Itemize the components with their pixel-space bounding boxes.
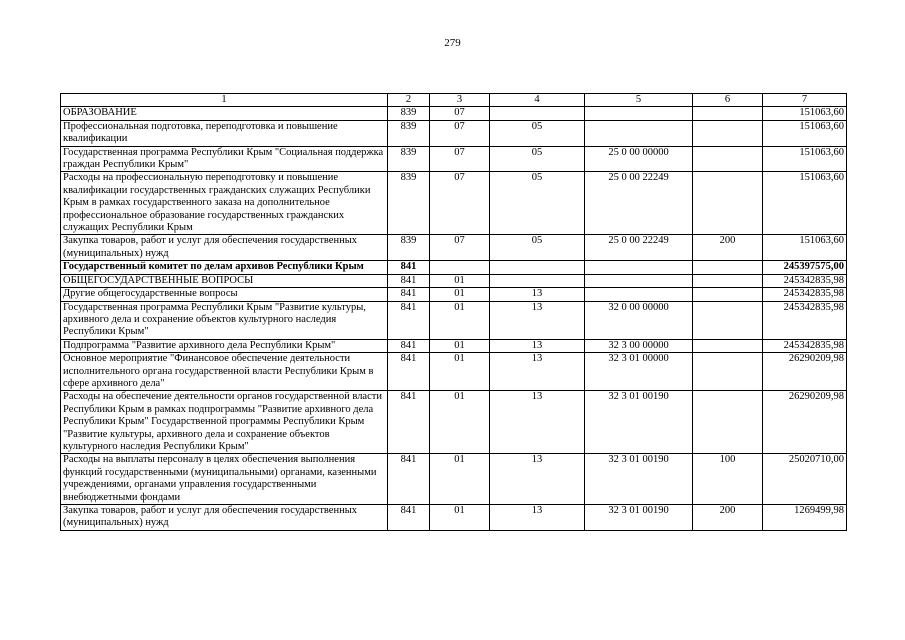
table-row	[61, 261, 847, 274]
expense-type-cell	[693, 391, 763, 454]
row-name-cell: Расходы на обеспечение деятельности органов государственной власти Республики Крым в рамках подпрограммы "Развитие архивного дела Республики Крым" Государственной программы Республики Крым "Развитие культуры, архивного дела и сохранение объектов культурного наследия Республики Крым"	[61, 391, 388, 454]
section-cell: 01	[430, 391, 490, 454]
target-article-cell	[585, 274, 693, 287]
expense-type-cell	[693, 120, 763, 146]
admin-code-cell: 839	[388, 120, 430, 146]
subsection-cell: 13	[490, 505, 585, 531]
subsection-cell	[490, 261, 585, 274]
expense-type-cell	[693, 172, 763, 235]
amount-cell: 151063,60	[763, 172, 847, 235]
subsection-cell	[490, 107, 585, 120]
column-header: 1	[61, 94, 388, 107]
section-cell: 01	[430, 274, 490, 287]
expense-type-cell	[693, 107, 763, 120]
amount-cell: 26290209,98	[763, 353, 847, 391]
amount-cell: 151063,60	[763, 107, 847, 120]
subsection-cell: 13	[490, 301, 585, 339]
section-cell: 01	[430, 505, 490, 531]
section-cell: 07	[430, 107, 490, 120]
target-article-cell: 32 3 00 00000	[585, 339, 693, 352]
subsection-cell: 05	[490, 146, 585, 172]
subsection-cell: 05	[490, 235, 585, 261]
amount-cell: 245342835,98	[763, 339, 847, 352]
expense-type-cell	[693, 353, 763, 391]
expense-type-cell	[693, 301, 763, 339]
budget-table	[60, 93, 847, 531]
section-cell: 07	[430, 235, 490, 261]
admin-code-cell: 839	[388, 235, 430, 261]
section-cell: 07	[430, 172, 490, 235]
target-article-cell: 32 3 01 00190	[585, 454, 693, 505]
section-cell: 01	[430, 353, 490, 391]
target-article-cell: 25 0 00 22249	[585, 172, 693, 235]
expense-type-cell	[693, 339, 763, 352]
admin-code-cell: 841	[388, 391, 430, 454]
table-row	[61, 505, 847, 531]
row-name-cell: Профессиональная подготовка, переподготовка и повышение квалификации	[61, 120, 388, 146]
column-header: 7	[763, 94, 847, 107]
section-cell: 01	[430, 288, 490, 301]
amount-cell: 245342835,98	[763, 288, 847, 301]
subsection-cell: 13	[490, 353, 585, 391]
subsection-cell: 13	[490, 391, 585, 454]
row-name-cell: Другие общегосударственные вопросы	[61, 288, 388, 301]
column-header: 2	[388, 94, 430, 107]
admin-code-cell: 841	[388, 274, 430, 287]
subsection-cell: 05	[490, 120, 585, 146]
target-article-cell: 32 3 01 00190	[585, 505, 693, 531]
column-header: 6	[693, 94, 763, 107]
target-article-cell: 32 0 00 00000	[585, 301, 693, 339]
amount-cell: 245342835,98	[763, 301, 847, 339]
subsection-cell: 13	[490, 339, 585, 352]
row-name-cell: Основное мероприятие "Финансовое обеспечение деятельности исполнительного органа государственной власти Республики Крым в сфере архивного дела"	[61, 353, 388, 391]
table-row	[61, 301, 847, 339]
row-name-cell: Государственная программа Республики Крым "Социальная поддержка граждан Республики Крым"	[61, 146, 388, 172]
table-row	[61, 235, 847, 261]
table-row	[61, 339, 847, 352]
row-name-cell: Подпрограмма "Развитие архивного дела Республики Крым"	[61, 339, 388, 352]
target-article-cell: 25 0 00 22249	[585, 235, 693, 261]
page-number: 279	[444, 37, 461, 49]
section-cell: 07	[430, 120, 490, 146]
row-name-cell: Закупка товаров, работ и услуг для обеспечения государственных (муниципальных) нужд	[61, 235, 388, 261]
admin-code-cell: 839	[388, 107, 430, 120]
section-cell	[430, 261, 490, 274]
admin-code-cell: 841	[388, 505, 430, 531]
table-row	[61, 172, 847, 235]
row-name-cell: ОБРАЗОВАНИЕ	[61, 107, 388, 120]
amount-cell: 151063,60	[763, 235, 847, 261]
section-cell: 01	[430, 301, 490, 339]
admin-code-cell: 839	[388, 146, 430, 172]
amount-cell: 245397575,00	[763, 261, 847, 274]
target-article-cell	[585, 120, 693, 146]
subsection-cell: 13	[490, 288, 585, 301]
table-row	[61, 120, 847, 146]
target-article-cell	[585, 261, 693, 274]
expense-type-cell	[693, 274, 763, 287]
target-article-cell: 25 0 00 00000	[585, 146, 693, 172]
table-row	[61, 288, 847, 301]
amount-cell: 245342835,98	[763, 274, 847, 287]
table-row	[61, 274, 847, 287]
target-article-cell: 32 3 01 00190	[585, 391, 693, 454]
target-article-cell	[585, 288, 693, 301]
expense-type-cell: 100	[693, 454, 763, 505]
admin-code-cell: 841	[388, 454, 430, 505]
expense-type-cell: 200	[693, 235, 763, 261]
column-header: 3	[430, 94, 490, 107]
amount-cell: 25020710,00	[763, 454, 847, 505]
amount-cell: 1269499,98	[763, 505, 847, 531]
admin-code-cell: 839	[388, 172, 430, 235]
subsection-cell: 13	[490, 454, 585, 505]
amount-cell: 151063,60	[763, 120, 847, 146]
admin-code-cell: 841	[388, 288, 430, 301]
admin-code-cell: 841	[388, 353, 430, 391]
row-name-cell: Государственная программа Республики Крым "Развитие культуры, архивного дела и сохранение объектов культурного наследия Республики Крым"	[61, 301, 388, 339]
table-row	[61, 454, 847, 505]
table-row	[61, 146, 847, 172]
expense-type-cell: 200	[693, 505, 763, 531]
row-name-cell: Государственный комитет по делам архивов Республики Крым	[61, 261, 388, 274]
column-header: 5	[585, 94, 693, 107]
row-name-cell: Расходы на профессиональную переподготовку и повышение квалификации государственных гражданских служащих Республики Крым в рамках государственного заказа на дополнительное профессиональное образование государственных гражданских служащих Республики Крым	[61, 172, 388, 235]
table-row	[61, 107, 847, 120]
table-header-row	[61, 94, 847, 107]
target-article-cell: 32 3 01 00000	[585, 353, 693, 391]
row-name-cell: Расходы на выплаты персоналу в целях обеспечения выполнения функций государственными (муниципальными) органами, казенными учреждениями, органами управления государственными внебюджетными фондами	[61, 454, 388, 505]
table-row	[61, 391, 847, 454]
subsection-cell	[490, 274, 585, 287]
row-name-cell: Закупка товаров, работ и услуг для обеспечения государственных (муниципальных) нужд	[61, 505, 388, 531]
section-cell: 01	[430, 339, 490, 352]
table-row	[61, 353, 847, 391]
amount-cell: 26290209,98	[763, 391, 847, 454]
subsection-cell: 05	[490, 172, 585, 235]
expense-type-cell	[693, 146, 763, 172]
row-name-cell: ОБЩЕГОСУДАРСТВЕННЫЕ ВОПРОСЫ	[61, 274, 388, 287]
target-article-cell	[585, 107, 693, 120]
section-cell: 01	[430, 454, 490, 505]
expense-type-cell	[693, 261, 763, 274]
column-header: 4	[490, 94, 585, 107]
admin-code-cell: 841	[388, 339, 430, 352]
admin-code-cell: 841	[388, 301, 430, 339]
expense-type-cell	[693, 288, 763, 301]
admin-code-cell: 841	[388, 261, 430, 274]
section-cell: 07	[430, 146, 490, 172]
amount-cell: 151063,60	[763, 146, 847, 172]
